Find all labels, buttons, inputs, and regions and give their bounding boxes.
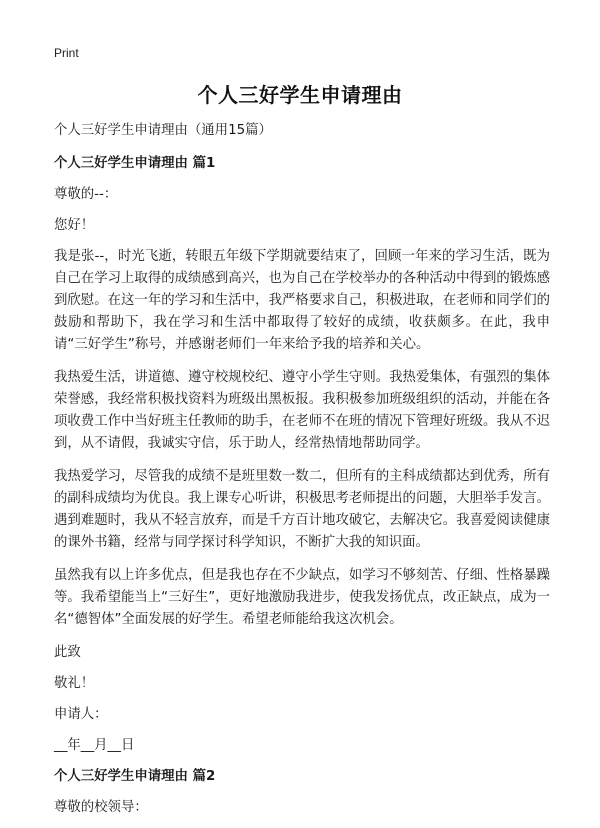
greeting-1: 您好！ [54,218,95,233]
salutation-1: 尊敬的--： [54,187,118,202]
date-line: __年__月__日 [54,738,135,753]
salutation-2: 尊敬的校领导： [54,800,148,815]
section-heading-1: 个人三好学生申请理由 篇1 [54,156,216,171]
closing-line-2: 敬礼！ [54,676,95,691]
section-heading-2: 个人三好学生申请理由 篇2 [54,769,216,784]
document-subtitle: 个人三好学生申请理由（通用15篇） [54,123,272,138]
print-link[interactable]: Print [54,46,79,60]
page-title: 个人三好学生申请理由 [197,83,403,107]
document-body [54,120,550,828]
closing-line-1: 此致 [54,645,81,660]
paragraph: 我热爱学习，尽管我的成绩不是班里数一数二，但所有的主科成绩都达到优秀，所有的副科成绩均为优良。我上课专心听讲，积极思考老师提出的问题，大胆举手发言。遇到难题时，我从不轻言放弃，而是千方百计地攻破它，去解决它。我喜爱阅读健康的课外书籍，经常与同学探讨科学知识，不断扩大我的知识面。 [54,469,550,550]
applicant-label: 申请人： [54,707,108,722]
paragraph: 虽然我有以上许多优点，但是我也存在不少缺点，如学习不够刻苦、仔细、性格暴躁等。我希望能当上“三好生”，更好地激励我进步，使我发扬优点，改正缺点，成为一名“德智体”全面发展的好学生。希望老师能给我这次机会。 [54,568,550,627]
paragraph: 我热爱生活，讲道德、遵守校规校纪、遵守小学生守则。我热爱集体，有强烈的集体荣誉感，我经常积极找资料为班级出黑板报。我积极参加班级组织的活动，并能在各项收费工作中当好班主任教师的助手，在老师不在班的情况下管理好班级。我从不迟到，从不请假，我诚实守信，乐于助人，经常热情地帮助同学。 [54,370,550,451]
paragraph: 我是张--，时光飞逝，转眼五年级下学期就要结束了，回顾一年来的学习生活，既为自己在学习上取得的成绩感到高兴，也为自己在学校举办的各种活动中得到的锻炼感到欣慰。在这一年的学习和生活中，我严格要求自己，积极进取，在老师和同学们的鼓励和帮助下，我在学习和生活中都取得了较好的成绩，收获颇多。在此，我申请“三好学生”称号，并感谢老师们一年来给予我的培养和关心。 [54,249,550,352]
